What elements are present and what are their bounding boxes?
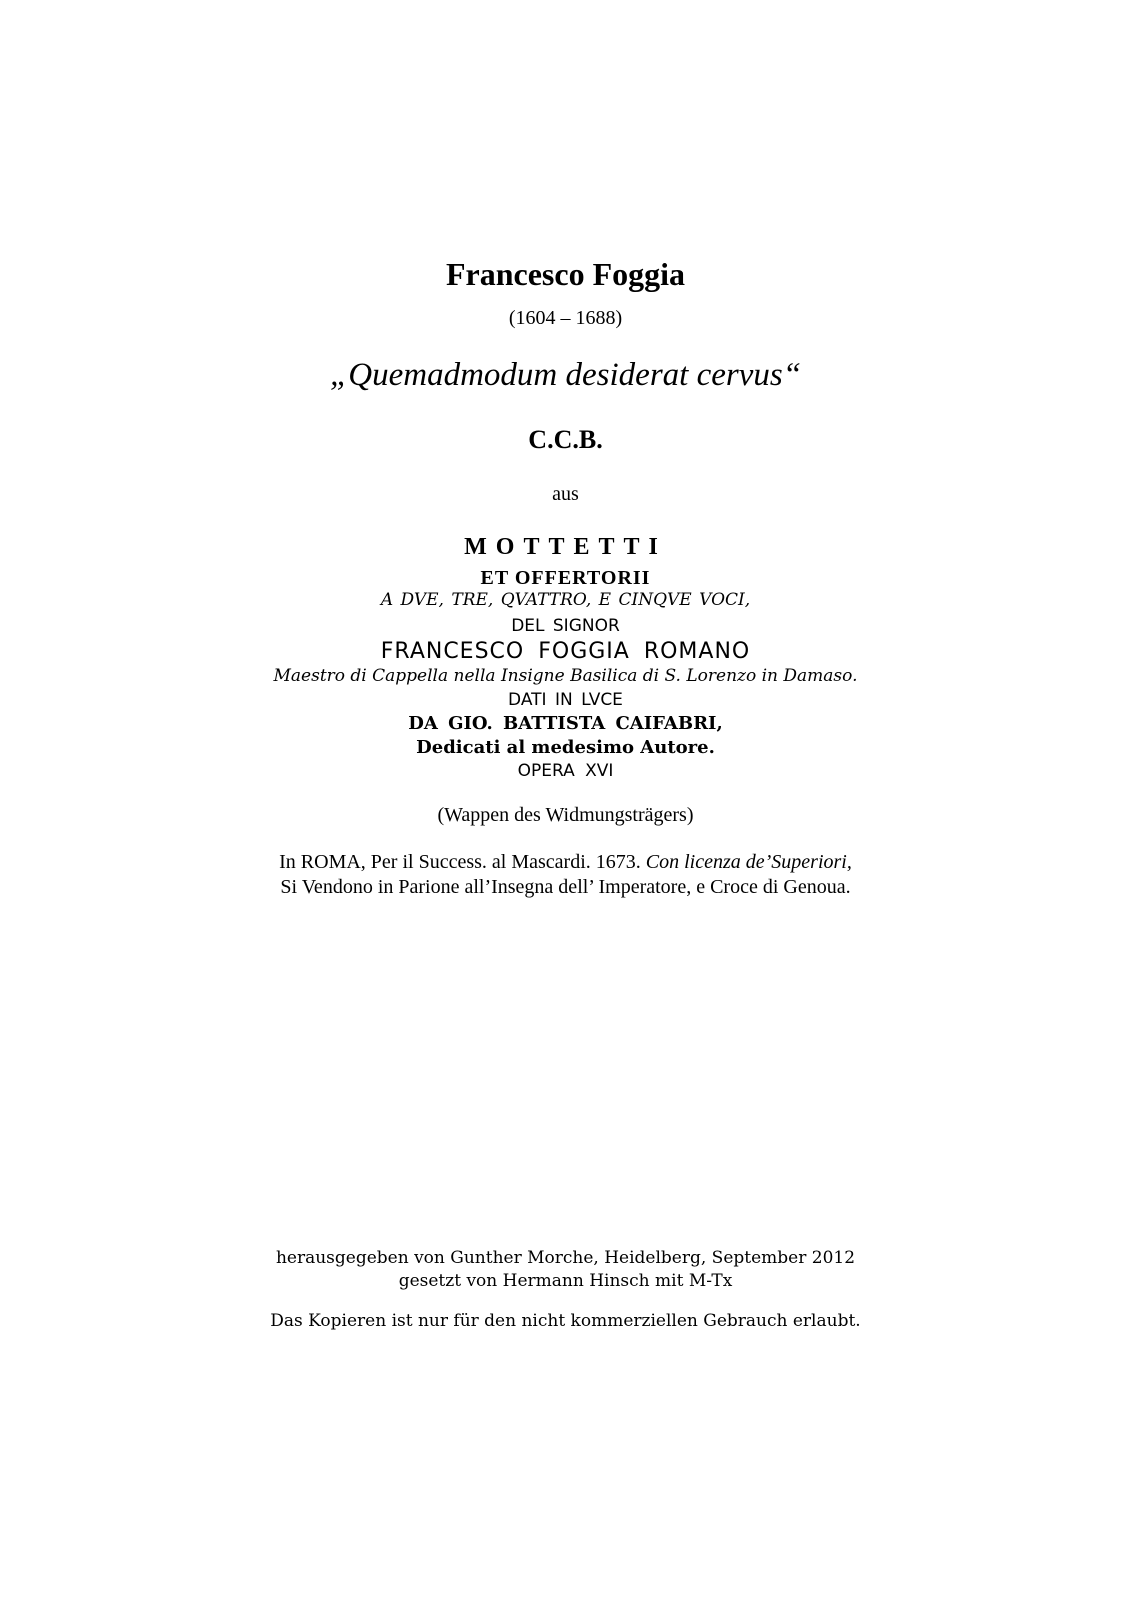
composer-name: Francesco Foggia — [445, 256, 686, 292]
work-title: „Quemadmodum desiderat cervus“ — [329, 357, 802, 393]
source-voices: A DVE, TRE, QVATTRO, E CINQVE VOCI, — [380, 590, 751, 610]
source-opus: OPERA XVI — [517, 761, 614, 781]
imprint-place-date: In ROMA, Per il Success. al Mascardi. 1673. — [279, 851, 646, 873]
source-dati: DATI IN LVCE — [508, 690, 623, 710]
source-position: Maestro di Cappella nella Insigne Basilica di S. Lorenzo in Damaso. — [273, 666, 858, 686]
source-del-signor: DEL SIGNOR — [511, 616, 620, 636]
editor-line: herausgegeben von Gunther Morche, Heidelberg, September 2012 — [275, 1248, 856, 1268]
imprint-license: Con licenza de’Superiori, — [645, 851, 852, 873]
typeset-line: gesetzt von Hermann Hinsch mit M-Tx — [398, 1271, 733, 1291]
source-title: MOTTETTI — [464, 534, 667, 560]
imprint-line-1 — [0, 852, 1131, 872]
source-author: FRANCESCO FOGGIA ROMANO — [380, 639, 751, 664]
from-label: aus — [552, 483, 579, 505]
copy-notice: Das Kopieren ist nur für den nicht kommerziellen Gebrauch erlaubt. — [270, 1311, 861, 1331]
source-subtitle: ET OFFERTORII — [480, 567, 651, 589]
coat-of-arms-note: (Wappen des Widmungsträgers) — [437, 804, 694, 826]
imprint-line-2: Si Vendono in Parione all’Insegna dell’ Imperatore, e Croce di Genoua. — [280, 876, 851, 898]
source-dedication: Dedicati al medesimo Autore. — [416, 737, 715, 758]
voicing: C.C.B. — [528, 425, 603, 454]
composer-dates: (1604 – 1688) — [508, 307, 623, 329]
source-publisher: DA GIO. BATTISTA CAIFABRI, — [408, 713, 723, 734]
